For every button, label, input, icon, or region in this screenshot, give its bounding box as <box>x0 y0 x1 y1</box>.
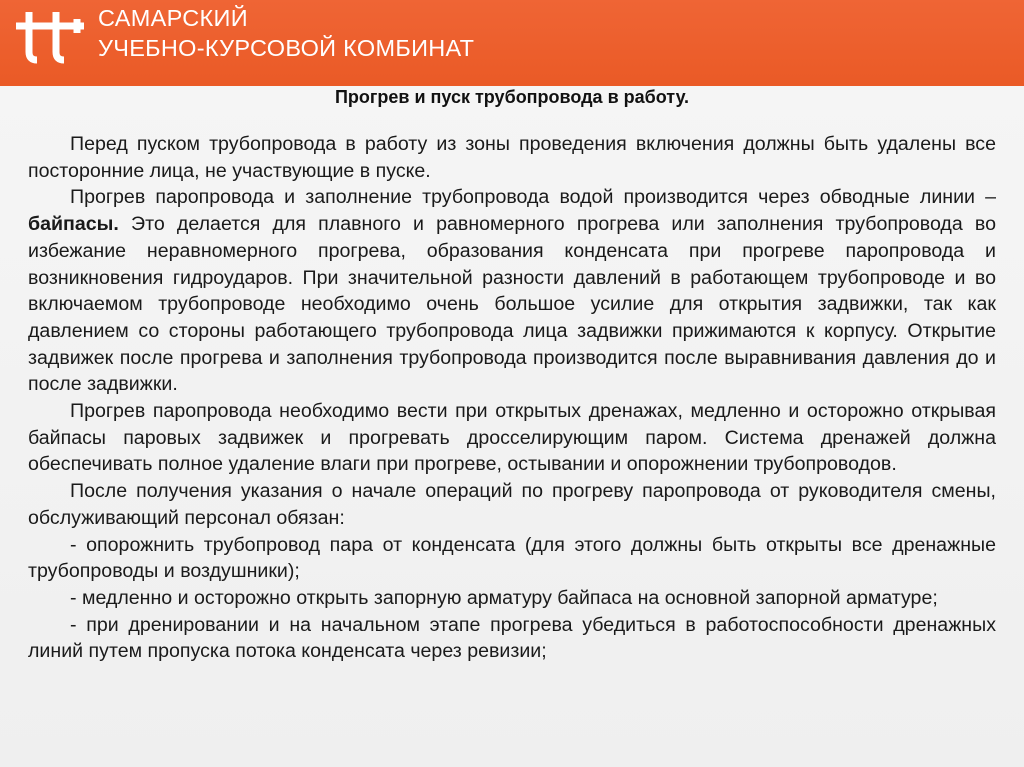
paragraph-2-text-a: Прогрев паропровода и заполнение трубопровода водой производится через обводные линии – <box>70 186 996 209</box>
header-bar <box>0 0 1024 86</box>
paragraph-2-text-b: Это делается для плавного и равномерного прогрева или заполнения трубопровода во избежание неравномерного прогрева, образования конденсата при прогреве паропровода и возникновения гидроударов. При значительной разности давлений в работающем трубопроводе и во включаемом трубопроводе необходимо очень большое усилие для открытия задвижки, так как давлением со стороны работающего трубопровода лица задвижки прижимаются к корпусу. Открытие задвижек после прогрева и заполнения трубопровода производится после выравнивания давления до и после задвижки. <box>28 213 996 396</box>
page-title: Прогрев и пуск трубопровода в работу. <box>334 87 690 107</box>
paragraph-2 <box>28 184 996 398</box>
brand-line-1: САМАРСКИЙ <box>98 5 248 31</box>
brand-name <box>98 3 474 63</box>
brand-line-2: УЧЕБНО-КУРСОВОЙ КОМБИНАТ <box>98 35 475 61</box>
document-body <box>28 131 996 665</box>
list-item-3: - при дренировании и на начальном этапе прогрева убедиться в работоспособности дренажных линий путем пропуска потока конденсата через ревизии; <box>28 613 996 663</box>
paragraph-3: Прогрев паропровода необходимо вести при открытых дренажах, медленно и осторожно открывая байпасы паровых задвижек и прогревать дросселирующим паром. Система дренажей должна обеспечивать полное удаление влаги при прогреве, остывании и опорожнении трубопроводов. <box>28 400 996 476</box>
paragraph-4: После получения указания о начале операций по прогреву паропровода от руководителя смены, обслуживающий персонал обязан: <box>28 480 996 529</box>
paragraph-1: Перед пуском трубопровода в работу из зоны проведения включения должны быть удалены все посторонние лица, не участвующие в пуске. <box>28 133 996 182</box>
list-item-2: - медленно и осторожно открыть запорную арматуру байпаса на основной запорной арматуре; <box>70 586 938 609</box>
tt-plus-logo-icon <box>12 6 86 70</box>
list-item-1: - опорожнить трубопровод пара от конденсата (для этого должны быть открыты все дренажные трубопроводы и воздушники); <box>28 533 996 583</box>
bypass-term: байпасы. <box>28 213 119 236</box>
